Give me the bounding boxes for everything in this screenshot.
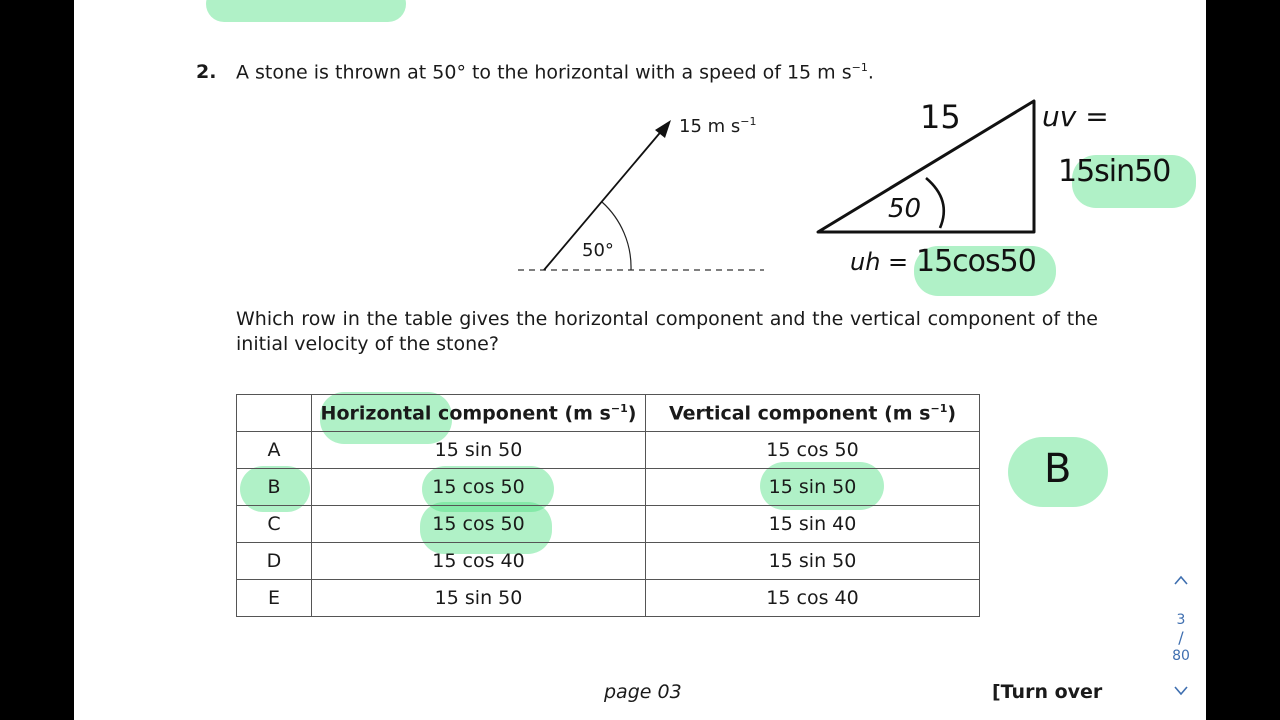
- uh-value-annotation: 15cos50: [916, 244, 1036, 279]
- angle-label: 50°: [582, 240, 614, 261]
- document-page: [74, 0, 1206, 720]
- vertical-cell: 15 cos 40: [646, 580, 980, 617]
- table-header-vertical: Vertical component (m $s^{-1}$): [646, 395, 980, 432]
- horizontal-cell: 15 sin 50: [312, 432, 646, 469]
- table-header-horizontal: Horizontal component (m $s^{-1}$): [312, 395, 646, 432]
- turn-over: [Turn over: [992, 681, 1103, 703]
- speed-label: 15 m $s^{-1}$: [679, 115, 757, 137]
- uv-annotation: uv =: [1042, 100, 1109, 133]
- chevron-down-icon: [1173, 684, 1189, 696]
- page-indicator-current: 3: [1176, 612, 1186, 628]
- page-indicator-total: 80: [1172, 648, 1190, 664]
- question-prompt: Which row in the table gives the horizontal component and the vertical component of the initial velocity of the stone?: [236, 308, 1098, 355]
- horizontal-cell: 15 sin 50: [312, 580, 646, 617]
- row-label: A: [237, 432, 312, 469]
- row-label: C: [237, 506, 312, 543]
- chevron-up-icon: [1173, 574, 1189, 586]
- horizontal-cell: 15 cos 50: [312, 469, 646, 506]
- table-row: [237, 432, 980, 469]
- question-text: A stone is thrown at 50° to the horizontal with a speed of 15 m $s^{-1}$.: [236, 61, 874, 84]
- hypotenuse-annotation: 15: [920, 98, 961, 136]
- angle-annotation: 50: [888, 194, 922, 224]
- page-up-button[interactable]: [1168, 574, 1194, 590]
- uh-annotation: uh =: [850, 248, 909, 276]
- table-row: [237, 506, 980, 543]
- vertical-cell: 15 sin 50: [646, 543, 980, 580]
- answer-annotation: B: [1044, 446, 1072, 492]
- table-header-empty: [237, 395, 312, 432]
- handwritten-angle-arc: [926, 178, 944, 228]
- vertical-cell: 15 sin 50: [646, 469, 980, 506]
- table-row: [237, 580, 980, 617]
- question-number: 2.: [196, 61, 217, 83]
- table-row: [237, 469, 980, 506]
- horizontal-cell: 15 cos 40: [312, 543, 646, 580]
- page-down-button[interactable]: [1168, 684, 1194, 700]
- vertical-cell: 15 sin 40: [646, 506, 980, 543]
- vertical-cell: 15 cos 50: [646, 432, 980, 469]
- page-number: page 03: [604, 681, 682, 703]
- answer-table: [236, 394, 980, 617]
- row-label: B: [237, 469, 312, 506]
- row-label: E: [237, 580, 312, 617]
- horizontal-cell: 15 cos 50: [312, 506, 646, 543]
- table-row: [237, 543, 980, 580]
- row-label: D: [237, 543, 312, 580]
- page-indicator-separator: /: [1178, 628, 1184, 647]
- uv-value-annotation: 15sin50: [1058, 154, 1171, 189]
- table-header-row: [237, 395, 980, 432]
